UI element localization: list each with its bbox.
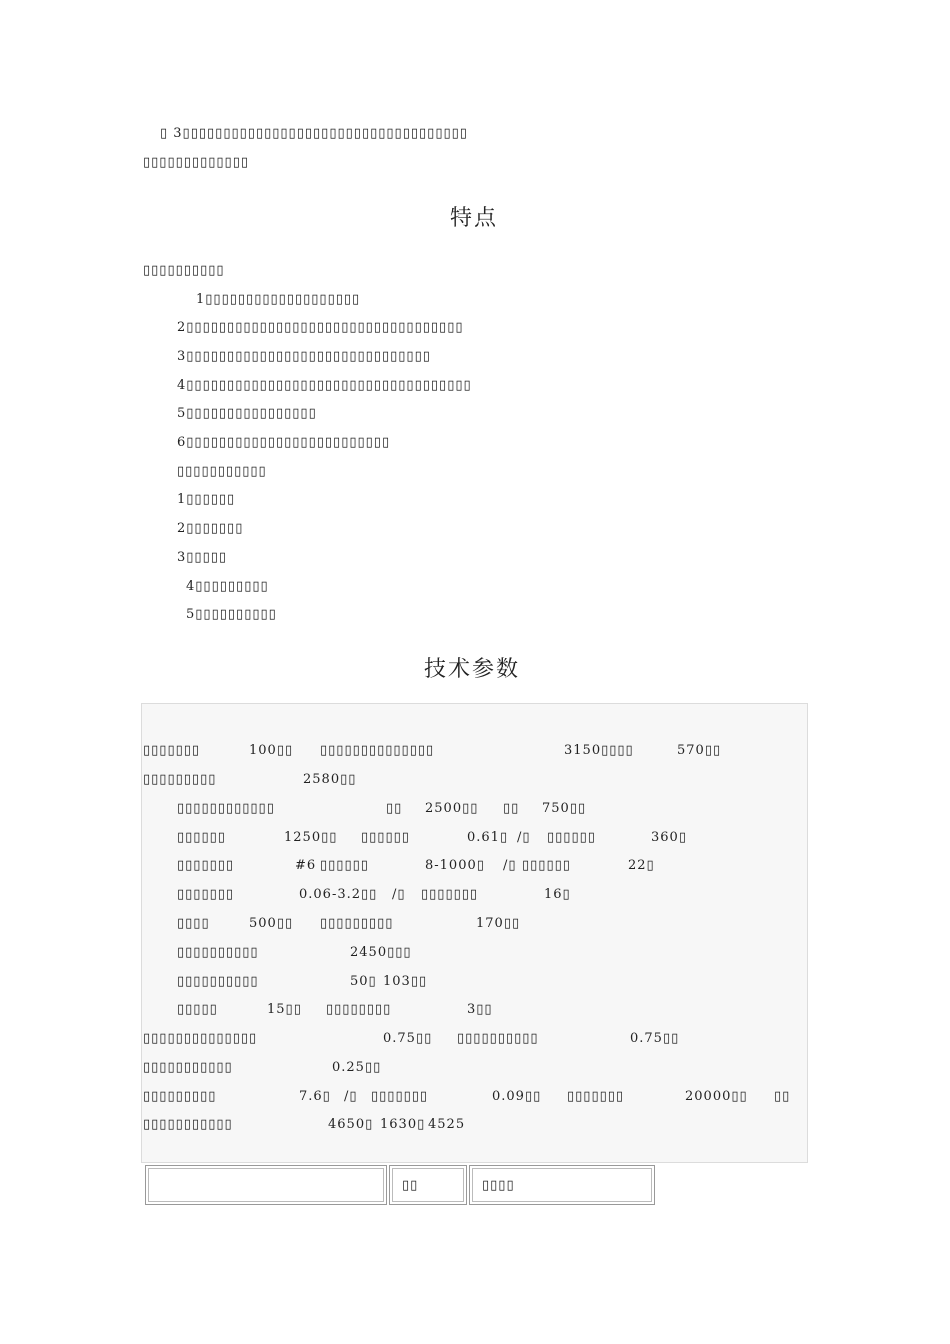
param-text: ▯▯▯▯▯▯▯: [177, 887, 235, 902]
param-text: 1630▯: [380, 1117, 426, 1132]
intro-line-1: ▯ 3▯▯▯▯▯▯▯▯▯▯▯▯▯▯▯▯▯▯▯▯▯▯▯▯▯▯▯▯▯▯▯▯▯▯▯: [160, 126, 468, 141]
param-text: ▯▯▯▯▯▯▯▯▯▯▯▯▯▯: [143, 1031, 258, 1046]
param-text: 2450▯▯▯: [350, 945, 412, 960]
param-text: 360▯: [651, 830, 687, 845]
param-text: 2500▯▯: [425, 801, 479, 816]
param-text: 8-1000▯: [425, 858, 485, 873]
param-text: ▯▯: [503, 801, 520, 816]
param-text: 100▯▯: [249, 743, 294, 758]
feature-sub-item: 1▯▯▯▯▯▯: [177, 492, 236, 507]
param-text: ▯▯▯▯▯▯▯▯▯▯: [457, 1031, 539, 1046]
feature-sub-item: 2▯▯▯▯▯▯▯: [177, 521, 244, 536]
param-text: 750▯▯: [542, 801, 587, 816]
table-header-cell: [469, 1165, 655, 1205]
param-text: 22▯: [628, 858, 655, 873]
param-text: ▯▯▯▯▯▯▯▯: [326, 1002, 392, 1017]
param-text: 1250▯▯: [284, 830, 338, 845]
param-text: ▯▯▯▯▯▯▯▯▯▯: [177, 974, 259, 989]
param-text: 16▯: [544, 887, 571, 902]
param-text: ▯▯▯▯▯▯▯: [567, 1089, 625, 1104]
param-text: ▯▯▯▯▯▯▯▯▯: [320, 916, 394, 931]
param-text: ▯▯: [774, 1089, 791, 1104]
param-text: ▯▯▯▯▯▯▯▯▯: [143, 1089, 217, 1104]
feature-item: 5▯▯▯▯▯▯▯▯▯▯▯▯▯▯▯▯: [177, 406, 317, 421]
feature-item: 2▯▯▯▯▯▯▯▯▯▯▯▯▯▯▯▯▯▯▯▯▯▯▯▯▯▯▯▯▯▯▯▯▯▯: [177, 320, 464, 335]
param-text: 170▯▯: [476, 916, 521, 931]
param-text: ▯▯▯▯▯▯: [361, 830, 410, 845]
param-text: 3150▯▯▯▯: [564, 743, 634, 758]
feature-item: 6▯▯▯▯▯▯▯▯▯▯▯▯▯▯▯▯▯▯▯▯▯▯▯▯▯: [177, 435, 391, 450]
param-text: 0.25▯▯: [332, 1060, 382, 1075]
param-text: ▯▯▯▯▯▯▯: [143, 743, 201, 758]
param-text: 4525: [428, 1117, 466, 1132]
param-text: ▯▯▯▯▯: [177, 1002, 218, 1017]
feature-sub-item: 4▯▯▯▯▯▯▯▯▯: [186, 579, 269, 594]
table-header-label: ▯▯▯▯: [482, 1178, 515, 1193]
feature-item: 3▯▯▯▯▯▯▯▯▯▯▯▯▯▯▯▯▯▯▯▯▯▯▯▯▯▯▯▯▯▯: [177, 349, 431, 364]
param-text: /▯: [392, 887, 406, 902]
param-text: 570▯▯: [677, 743, 722, 758]
features-sub-intro: ▯▯▯▯▯▯▯▯▯▯▯: [177, 464, 267, 479]
param-text: 500▯▯: [249, 916, 294, 931]
intro-line-2: ▯▯▯▯▯▯▯▯▯▯▯▯▯: [143, 155, 249, 170]
param-text: ▯▯: [386, 801, 403, 816]
param-text: 20000▯▯: [685, 1089, 748, 1104]
param-text: ▯▯▯▯▯▯: [177, 830, 226, 845]
param-text: 2580▯▯: [303, 772, 357, 787]
param-text: ▯▯▯▯▯▯▯▯▯: [143, 772, 217, 787]
param-text: #6: [295, 858, 317, 873]
param-text: 4650▯: [328, 1117, 374, 1132]
table-header-label: ▯▯: [402, 1178, 419, 1193]
features-heading: 特点: [450, 206, 499, 231]
param-text: 50▯: [350, 974, 377, 989]
param-text: ▯▯▯▯▯▯: [547, 830, 596, 845]
param-text: ▯▯▯▯▯▯▯: [421, 887, 479, 902]
feature-item: 1▯▯▯▯▯▯▯▯▯▯▯▯▯▯▯▯▯▯▯: [196, 292, 361, 307]
param-text: ▯▯▯▯▯▯▯: [371, 1089, 429, 1104]
param-text: ▯▯▯▯: [177, 916, 210, 931]
param-text: ▯▯▯▯▯▯▯▯▯▯▯: [143, 1117, 233, 1132]
param-text: /▯: [517, 830, 531, 845]
features-intro: ▯▯▯▯▯▯▯▯▯▯: [143, 263, 225, 278]
table-header-cell: [389, 1165, 467, 1205]
param-text: 0.75▯▯: [383, 1031, 433, 1046]
feature-sub-item: 3▯▯▯▯▯: [177, 550, 228, 565]
table-header-cell: [145, 1165, 387, 1205]
feature-sub-item: 5▯▯▯▯▯▯▯▯▯▯: [186, 607, 277, 622]
param-text: /▯: [503, 858, 517, 873]
param-text: 0.61▯: [467, 830, 509, 845]
param-text: ▯▯▯▯▯▯▯▯▯▯: [177, 945, 259, 960]
param-text: 7.6▯: [299, 1089, 331, 1104]
params-heading: 技术参数: [424, 657, 521, 682]
param-text: ▯▯▯▯▯▯▯▯▯▯▯▯▯▯: [320, 743, 435, 758]
param-text: /▯: [344, 1089, 358, 1104]
param-text: 103▯▯: [383, 974, 428, 989]
param-text: 3▯▯: [467, 1002, 493, 1017]
param-text: 0.09▯▯: [492, 1089, 542, 1104]
param-text: ▯▯▯▯▯▯▯▯▯▯▯▯: [177, 801, 275, 816]
feature-item: 4▯▯▯▯▯▯▯▯▯▯▯▯▯▯▯▯▯▯▯▯▯▯▯▯▯▯▯▯▯▯▯▯▯▯▯: [177, 378, 472, 393]
param-text: 0.06-3.2▯▯: [299, 887, 378, 902]
param-text: ▯▯▯▯▯▯▯: [177, 858, 235, 873]
param-text: ▯▯▯▯▯▯: [522, 858, 571, 873]
param-text: ▯▯▯▯▯▯▯▯▯▯▯: [143, 1060, 233, 1075]
param-text: 15▯▯: [267, 1002, 302, 1017]
param-text: ▯▯▯▯▯▯: [320, 858, 369, 873]
param-text: 0.75▯▯: [630, 1031, 680, 1046]
